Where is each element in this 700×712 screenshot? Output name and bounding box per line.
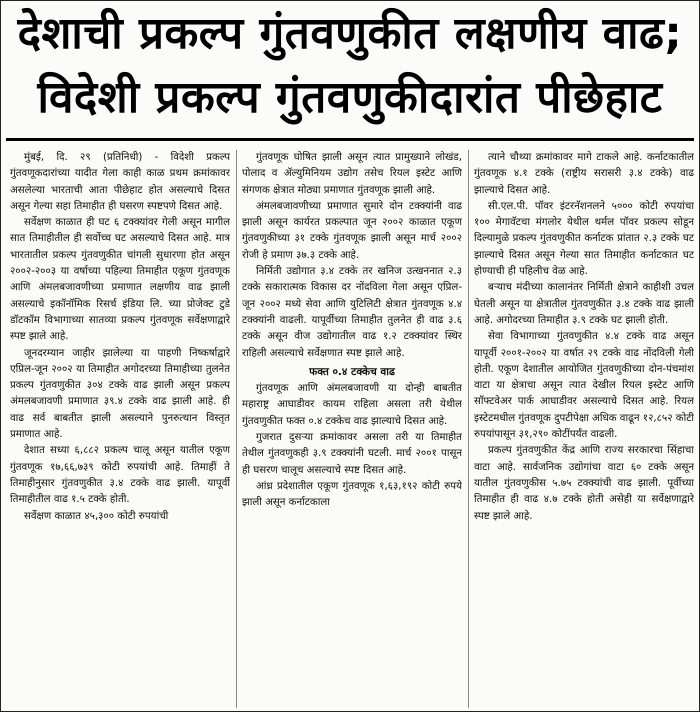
paragraph: मुंबई, दि. २९ (प्रतिनिधी) - विदेशी प्रकल्प गुंतवणूकदारांच्या यादीत गेला काही काळ प्रथम क्रमांकावर असलेल्या भारताची आता पीछेहाट होत असल्याचे दिसत असून गेल्या सहा तिमाहीत ही घसरण स्पष्टपणे दिसत आहे. bbox=[10, 152, 230, 212]
paragraph: सेवा विभागाच्या गुंतवणुकीत ४.४ टक्के वाढ असून यापूर्वी २००१-२००२ या वर्षात २९ टक्के वाढ नोंदविली गेली होती. एकूण देशातील आयोजित गुंतवणुकीच्या दोन-पंचमांश वाटा या क्षेत्राचा असून त्यात देखील रियल इस्टेट आणि सॉफ्टवेअर पार्क आघाडीवर असल्याचे दिसत आहे. रियल इस्टेटमधील गुंतवणूक दुपटीपेक्षा अधिक वाढून १२,८५२ कोटी रुपयांपासून ३१,२९० कोटींपर्यंत वाढली. bbox=[474, 331, 694, 441]
paragraph: गुजरात दुसऱ्या क्रमांकावर असला तरी या तिमाहीत तेथील गुंतवणुकही ३.९ टक्क्यांनी घटली. मार्च २००१ पासून ही घसरण चालूच असल्याचे स्पष्ट दिसत आहे. bbox=[242, 432, 462, 476]
paragraph: सर्वेक्षण काळात ४५,३०० कोटी रुपयांची bbox=[24, 510, 169, 522]
article-columns bbox=[10, 150, 694, 708]
paragraph: त्याने चौथ्या क्रमांकावर मागे टाकले आहे. कर्नाटकातील गुंतवणूक ४.१ टक्के (राष्ट्रीय सरासरी ३.४ टक्के) वाढ झाल्याचे दिसत आहे. bbox=[474, 152, 694, 196]
paragraph: सर्वेक्षण काळात ही घट ६ टक्क्यांवर गेली असून मागील सात तिमाहीतील ही सर्वोच्च घट असल्याचे दिसत आहे. मात्र भारतातील प्रकल्प गुंतवणुकीत चांगली सुधारणा होत असून २००२-२००३ या वर्षाच्या पहिल्या तिमाहीत एकूण गुंतवणूक आणि अंमलबजावणीच्या प्रमाणात लक्षणीय वाढ झाली असल्याचे इकॉनॉमिक रिसर्च इंडिया लि. च्या प्रोजेक्ट टुडे डॉटकॉम विभागाच्या सातव्या प्रकल्प गुंतवणूक सर्वेक्षणाद्वारे स्पष्ट झाले आहे. bbox=[10, 217, 230, 343]
paragraph: देशात सध्या ६,८८२ प्रकल्प चालू असून यातील एकूण गुंतवणूक १७,६६,७३९ कोटी रुपयांची आहे. तिमाहीं ते तिमाहीनुसार गुंतवणुकीत ३.४ टक्के वाढ झाली. यापूर्वी तिमाहीतील वाढ १.५ टक्के होती. bbox=[10, 445, 230, 506]
paragraph: जूनदरम्यान जाहीर झालेल्या या पाहणी निष्कर्षाद्वारे एप्रिल-जून २००२ या तिमाहीत अगोदरच्या तिमाहीच्या तुलनेत प्रकल्प गुंतवणुकीत ३०४ टक्के वाढ झाली असून प्रकल्प अंमलबजावणी प्रमाणात ३९.४ टक्के वाढ झाली आहे. ही वाढ सर्व बाबतीत झाली असल्याने पुनरुत्थान विस्तृत प्रमाणात आहे. bbox=[10, 347, 230, 441]
column-3 bbox=[468, 150, 694, 708]
headline-rule bbox=[6, 138, 694, 141]
headline-line-2: विदेशी प्रकल्प गुंतवणुकीदारांत पीछेहाट bbox=[37, 72, 663, 123]
paragraph: गुंतवणूक घोषित झाली असून त्यात प्रामुख्याने लोखंड, पोलाद व ॲल्युमिनियम उद्योग तसेच रियल इस्टेट आणि संगणक क्षेत्रात मोठ्या प्रमाणात गुंतवणूक झाली आहे. bbox=[242, 152, 462, 196]
paragraph: निर्मिती उद्योगात ३.४ टक्के तर खनिज उत्खननात २.३ टक्के सकारात्मक विकास दर नोंदविला गेला असून एप्रिल-जून २००२ मध्ये सेवा आणि युटिलिटी क्षेत्रात गुंतवणूक ४.४ टक्क्यांनी वाढली. यापूर्वीच्या तिमाहीत तुलनेत ही वाढ ३.६ टक्के असून वीज उद्योगातील वाढ १.२ टक्क्यांवर स्थिर राहिली असल्याचे सर्वेक्षणात स्पष्ट झाले आहे. bbox=[242, 266, 462, 359]
paragraph: गुंतवणूक आणि अंमलबजावणी या दोन्ही बाबतीत महाराष्ट्र आघाडीवर कायम राहिला असला तरी येथील गुंतवणुकीत फक्त ०.४ टक्केच वाढ झाल्याचे दिसत आहे. bbox=[242, 383, 462, 427]
column-2 bbox=[236, 150, 462, 708]
column-2-subheading: फक्त ०.४ टक्केच वाढ bbox=[309, 365, 395, 378]
paragraph: आंध्र प्रदेशातील एकूण गुंतवणूक १,६३,१९२ कोटी रुपये झाली असून कर्नाटकाला bbox=[242, 480, 462, 509]
paragraph: अंमलबजावणीच्या प्रमाणात सुमारे दोन टक्क्यांनी वाढ झाली असून कार्यरत प्रकल्पात जून २००२ काळात एकूण गुंतवणुकीच्या ३१ टक्के गुंतवणूक झाली असून मार्च २००२ रोजी हे प्रमाण ३७.३ टक्के आहे. bbox=[242, 200, 462, 261]
headline-line-1: देशाची प्रकल्प गुंतवणुकीत लक्षणीय वाढ; bbox=[17, 8, 683, 59]
column-1 bbox=[10, 150, 230, 708]
paragraph: बऱ्याच मंदीच्या कालानंतर निर्मिती क्षेत्राने काहीशी उचल घेतली असून या क्षेत्रातील गुंतवणुकीत ३.४ टक्के वाढ झाली आहे. अगोदरच्या तिमाहीत ३.९ टक्के घट झाली होती. bbox=[474, 282, 694, 326]
paragraph: सी.एल.पी. पॉवर इंटरनॅशनलने ५००० कोटी रुपयांचा १०० मेगावॅटचा मंगलोर येथील थर्मल पॉवर प्रकल्प सोडून दिल्यामुळे प्रकल्प गुंतवणुकीत कर्नाटक प्रांतात २.३ टक्के घट झाल्याचे दिसत असून गेल्या सात तिमाहीत कर्नाटकात घट होण्याची ही पहिलीच वेळ आहे. bbox=[474, 200, 694, 278]
paragraph: प्रकल्प गुंतवणुकीत केंद्र आणि राज्य सरकारचा सिंहाचा वाटा आहे. सार्वजनिक उद्योगांचा वाटा ६० टक्के असून यातील गुंतवणुकीस ५.७५ टक्क्यांची वाढ झाली. पूर्वीच्या तिमाहीत ही वाढ ४.७ टक्के होती असेही या सर्वेक्षणाद्वारे स्पष्ट झाले आहे. bbox=[474, 445, 694, 522]
